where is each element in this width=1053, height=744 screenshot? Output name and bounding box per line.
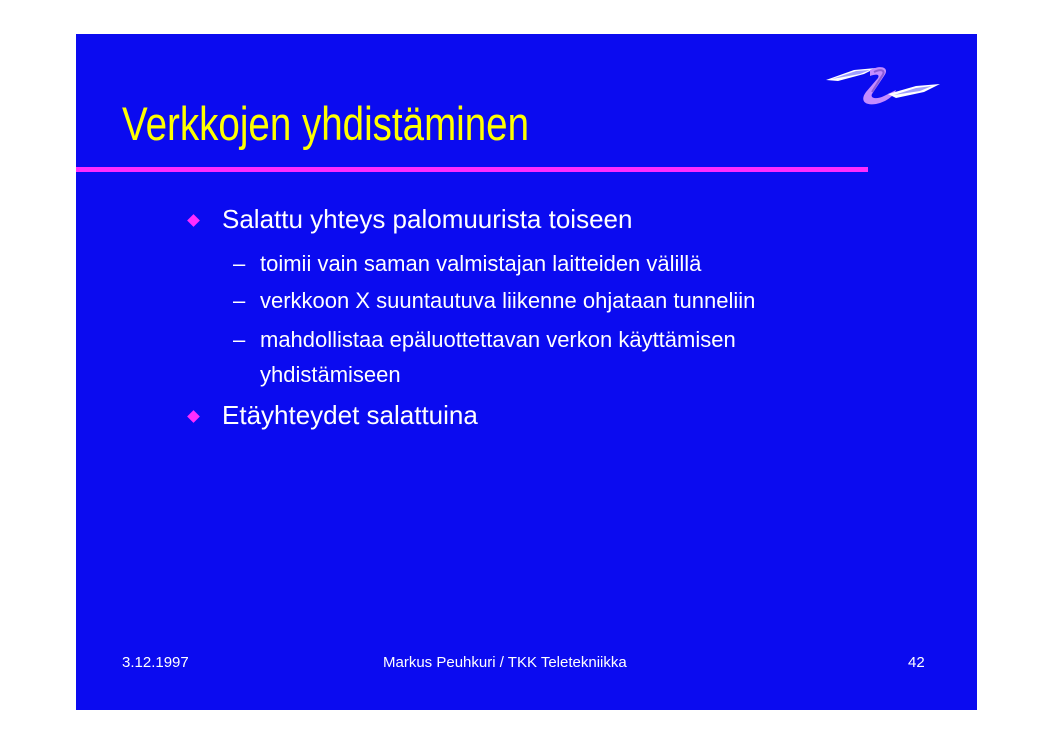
dash-marker: – [233,288,246,313]
footer-page-number: 42 [908,654,925,671]
footer-date: 3.12.1997 [122,654,189,671]
slide-title: Verkkojen yhdistäminen [122,97,530,150]
sub-item-text: toimii vain saman valmistajan laitteiden välillä [260,251,702,276]
dash-marker: – [233,327,246,352]
sub-item-text: yhdistämiseen [260,362,401,387]
dash-marker: – [233,251,246,276]
diamond-bullet-icon [187,410,200,423]
sub-item-text: verkkoon X suuntautuva liikenne ohjataan tunneliin [260,288,756,313]
bullet-text: Etäyhteydet salattuina [222,400,478,430]
bullet-text: Salattu yhteys palomuurista toiseen [222,204,633,234]
teletekniikka-logo-icon [824,64,942,106]
footer-author: Markus Peuhkuri / TKK Teletekniikka [383,654,627,671]
slide [76,34,977,710]
diamond-bullet-icon [187,214,200,227]
title-underline [76,167,868,172]
sub-item-text: mahdollistaa epäluottettavan verkon käyttämisen [260,327,736,352]
